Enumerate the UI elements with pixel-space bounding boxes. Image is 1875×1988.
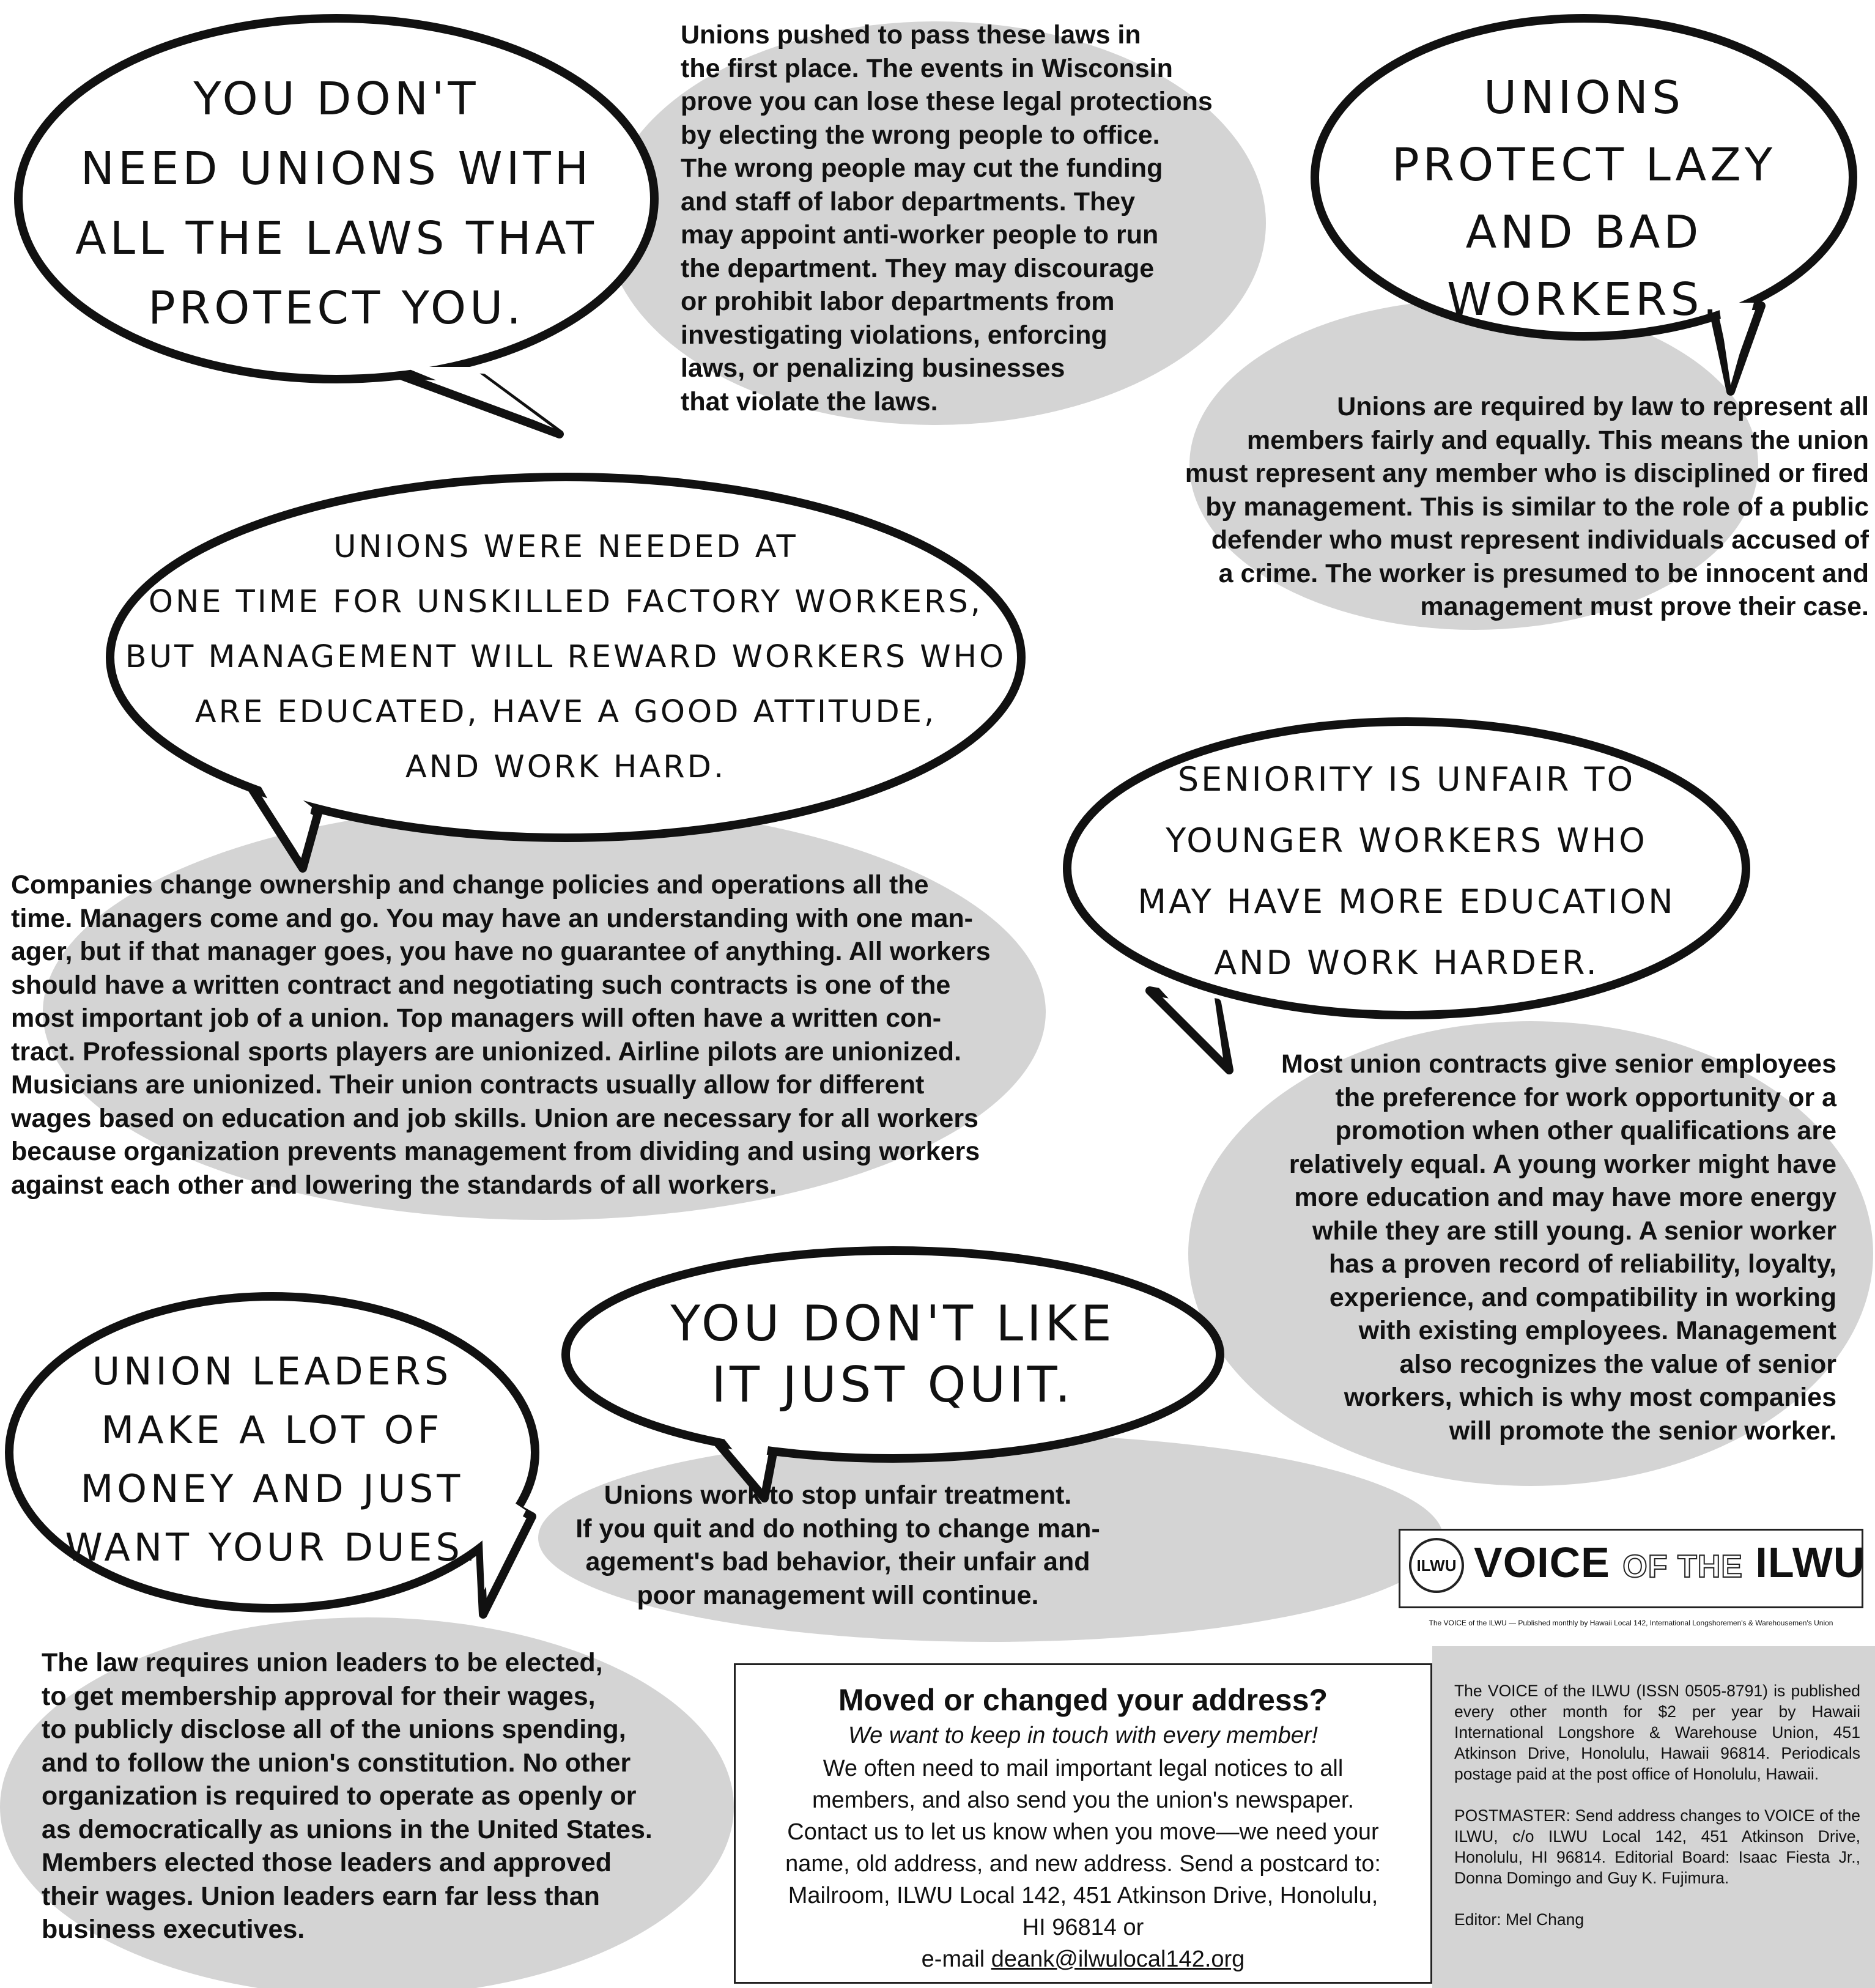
answer-3-line: time. Managers come and go. You may have an understanding with one man-	[11, 903, 973, 933]
answer-3-line: against each other and lowering the standards of all workers.	[11, 1170, 777, 1200]
address-notice-line: HI 96814 or	[1022, 1915, 1144, 1940]
answer-4-line: experience, and compatibility in working	[1329, 1282, 1836, 1312]
logo-ilwu: ILWU	[1755, 1539, 1865, 1586]
answer-5-line: poor management will continue.	[637, 1580, 1039, 1610]
logo-of-the: OF THE	[1622, 1549, 1743, 1584]
answer-1-line: laws, or penalizing businesses	[681, 353, 1065, 383]
address-notice-line: members, and also send you the union's newspaper.	[812, 1787, 1355, 1813]
address-notice-body	[736, 1753, 1430, 1975]
bubble-5-line: IT JUST QUIT.	[711, 1356, 1074, 1413]
bubble-2-text	[1327, 64, 1841, 333]
logo-wordmark	[1474, 1538, 1865, 1587]
bubble-5-text	[599, 1293, 1186, 1416]
answer-3-line: Companies change ownership and change policies and operations all the	[11, 870, 929, 900]
ilwu-seal-icon	[1409, 1538, 1464, 1593]
bubble-3-line: UNIONS WERE NEEDED AT	[333, 529, 798, 565]
answer-1-line: Unions pushed to pass these laws in	[681, 20, 1141, 50]
answer-6-line: and to follow the union's constitution. No other	[42, 1748, 631, 1778]
address-notice-title: Moved or changed your address?	[838, 1683, 1328, 1717]
answer-3-line: tract. Professional sports players are unionized. Airline pilots are unionized.	[11, 1036, 961, 1066]
publication-info: The VOICE of the ILWU (ISSN 0505-8791) is published every other month for $2 per year by Hawaii International Longshore & Warehouse Union, 451 Atkinson Drive, Honolulu, Hawaii 96814. Periodicals postage paid at the post office of Honolulu, Hawaii.	[1454, 1682, 1860, 1783]
answer-4	[1281, 1048, 1836, 1447]
bubble-1-line: NEED UNIONS WITH	[80, 142, 593, 195]
answer-4-line: with existing employees. Management	[1358, 1316, 1836, 1345]
email-link[interactable]: deank@ilwulocal142.org	[991, 1946, 1245, 1972]
address-notice-line: name, old address, and new address. Send a postcard to:	[785, 1851, 1381, 1877]
answer-3	[11, 868, 991, 1202]
bubble-2-line: AND BAD	[1465, 206, 1703, 259]
email-prefix: e-mail	[921, 1946, 991, 1972]
bubble-6-text	[49, 1342, 495, 1577]
bubble-6-line: WANT YOUR DUES.	[65, 1525, 479, 1570]
answer-4-line: has a proven record of reliability, loyalty,	[1329, 1249, 1836, 1279]
answer-4-line: Most union contracts give senior employees	[1281, 1049, 1836, 1079]
answer-1-line: by electing the wrong people to office.	[681, 120, 1160, 150]
answer-2	[1185, 390, 1869, 624]
answer-1-line: or prohibit labor departments from	[681, 287, 1115, 316]
bubble-3-line: BUT MANAGEMENT WILL REWARD WORKERS WHO	[125, 639, 1007, 675]
bubble-6-line: UNION LEADERS	[92, 1349, 453, 1394]
bubble-4-line: SENIORITY IS UNFAIR TO	[1177, 760, 1636, 799]
answer-3-line: because organization prevents management from dividing and using workers	[11, 1137, 980, 1166]
answer-6-line: business executives.	[42, 1915, 305, 1944]
answer-4-line: relatively equal. A young worker might have	[1289, 1149, 1836, 1179]
answer-3-line: most important job of a union. Top managers will often have a written con-	[11, 1003, 942, 1033]
logo-voice: VOICE	[1474, 1539, 1610, 1586]
masthead-info	[1432, 1646, 1875, 1988]
answer-4-line: the preference for work opportunity or a	[1335, 1082, 1836, 1112]
bubble-4-line: MAY HAVE MORE EDUCATION	[1137, 882, 1676, 921]
answer-2-line: Unions are required by law to represent all	[1337, 392, 1869, 421]
answer-5-line: agement's bad behavior, their unfair and	[585, 1547, 1090, 1576]
answer-1-line: that violate the laws.	[681, 386, 938, 416]
bubble-1-line: ALL THE LAWS THAT	[75, 212, 597, 265]
bubble-4-line: AND WORK HARDER.	[1214, 944, 1599, 982]
answer-6-line: organization is required to operate as openly or	[42, 1781, 637, 1811]
answer-3-line: ager, but if that manager goes, you have no guarantee of anything. All workers	[11, 937, 991, 966]
answer-4-line: workers, which is why most companies	[1344, 1383, 1836, 1412]
answer-4-line: also recognizes the value of senior	[1399, 1349, 1836, 1379]
bubble-1-line: PROTECT YOU.	[148, 282, 525, 334]
answer-1-line: may appoint anti-worker people to run	[681, 220, 1159, 249]
logo-tagline: The VOICE of the ILWU — Published monthly by Hawaii Local 142, International Longshoremen's & Warehousemen's Union	[1429, 1619, 1833, 1627]
answer-1-line: prove you can lose these legal protections	[681, 87, 1213, 116]
answer-1	[681, 18, 1213, 418]
answer-6-line: to publicly disclose all of the unions spending,	[42, 1715, 626, 1744]
answer-6-line: to get membership approval for their wages,	[42, 1681, 596, 1711]
answer-2-line: management must prove their case.	[1420, 592, 1869, 621]
answer-5-line: Unions work to stop unfair treatment.	[604, 1480, 1072, 1510]
address-notice-line: We often need to mail important legal notices to all	[823, 1756, 1344, 1781]
address-change-notice	[734, 1663, 1432, 1984]
answer-2-line: must represent any member who is disciplined or fired	[1185, 459, 1869, 488]
answer-6-line: as democratically as unions in the United States.	[42, 1814, 653, 1844]
answer-4-line: will promote the senior worker.	[1449, 1416, 1836, 1446]
bubble-4-text	[1101, 749, 1712, 994]
address-notice-subtitle: We want to keep in touch with every member!	[848, 1723, 1318, 1748]
address-notice-line: Contact us to let us know when you move—we need your	[787, 1819, 1379, 1845]
bubble-3-line: ARE EDUCATED, HAVE A GOOD ATTITUDE,	[194, 694, 937, 730]
answer-4-line: while they are still young. A senior worker	[1312, 1216, 1836, 1246]
editor-credit: Editor: Mel Chang	[1454, 1910, 1585, 1929]
answer-6	[42, 1646, 653, 1946]
answer-1-line: The wrong people may cut the funding	[681, 153, 1163, 183]
answer-2-line: members fairly and equally. This means the union	[1246, 425, 1869, 455]
bubble-2-line: PROTECT LAZY	[1391, 139, 1777, 191]
answer-6-line: Members elected those leaders and approved	[42, 1848, 612, 1877]
bubble-2-line: UNIONS	[1484, 72, 1684, 124]
answer-4-line: promotion when other qualifications are	[1335, 1116, 1836, 1145]
bubble-3-text	[122, 520, 1009, 795]
bubble-1-line: YOU DON'T	[193, 73, 479, 125]
answer-1-line: and staff of labor departments. They	[681, 187, 1136, 216]
answer-1-line: the department. They may discourage	[681, 253, 1155, 283]
postmaster-info: POSTMASTER: Send address changes to VOICE of the ILWU, c/o ILWU Local 142, 451 Atkinson Drive, Honolulu, HI 96814. Editorial Board: Isaac Fiesta Jr., Donna Domingo and Guy K. Fujimura.	[1454, 1806, 1860, 1887]
bubble-4-line: YOUNGER WORKERS WHO	[1166, 821, 1648, 860]
bubble-6-line: MAKE A LOT OF	[101, 1408, 443, 1452]
answer-6-line: The law requires union leaders to be elected,	[42, 1648, 603, 1677]
answer-1-line: investigating violations, enforcing	[681, 320, 1108, 350]
bubble-5-line: YOU DON'T LIKE	[670, 1295, 1115, 1352]
answer-4-line: more education and may have more energy	[1294, 1183, 1836, 1212]
bubble-3-line: AND WORK HARD.	[405, 749, 727, 785]
bubble-1-text	[43, 64, 630, 343]
answer-3-line: wages based on education and job skills. Union are necessary for all workers	[11, 1103, 978, 1133]
bubble-6-line: MONEY AND JUST	[80, 1466, 464, 1511]
bubble-3-line: ONE TIME FOR UNSKILLED FACTORY WORKERS,	[148, 584, 983, 620]
answer-2-line: defender who must represent individuals accused of	[1211, 525, 1869, 555]
bubble-2-line: WORKERS.	[1446, 273, 1722, 326]
answer-3-line: should have a written contract and negotiating such contracts is one of the	[11, 970, 951, 1000]
answer-3-line: Musicians are unionized. Their union contracts usually allow for different	[11, 1070, 925, 1099]
address-notice-line: Mailroom, ILWU Local 142, 451 Atkinson Drive, Honolulu,	[788, 1883, 1378, 1909]
seal-text: ILWU	[1416, 1556, 1457, 1575]
voice-of-the-ilwu-logo	[1399, 1529, 1865, 1627]
answer-5-line: If you quit and do nothing to change man-	[575, 1513, 1100, 1543]
answer-6-line: their wages. Union leaders earn far less than	[42, 1881, 600, 1911]
answer-1-line: the first place. The events in Wisconsin	[681, 53, 1173, 83]
answer-2-line: a crime. The worker is presumed to be innocent and	[1218, 558, 1869, 588]
answer-2-line: by management. This is similar to the role of a public	[1205, 492, 1869, 522]
